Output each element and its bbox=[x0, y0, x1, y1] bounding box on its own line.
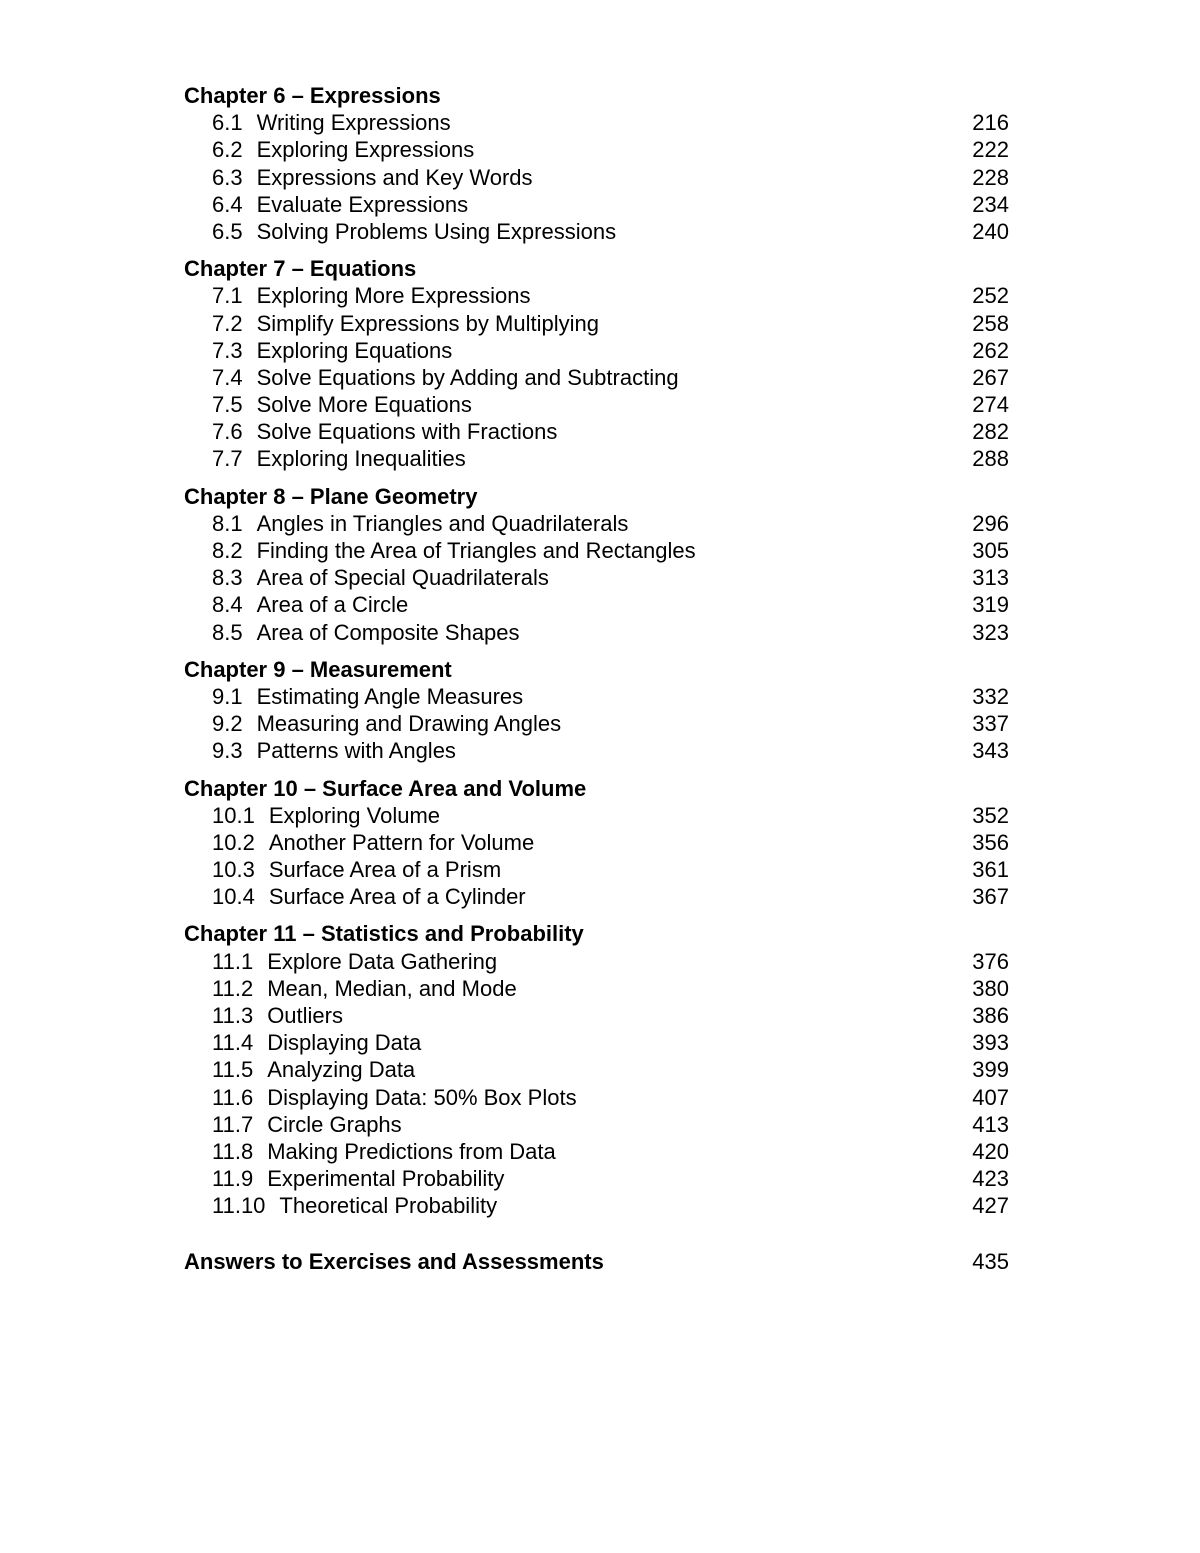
toc-entry-label bbox=[212, 883, 526, 910]
toc-entry bbox=[184, 1084, 1009, 1111]
toc-entry bbox=[184, 510, 1009, 537]
section-number: 8.3 bbox=[212, 565, 243, 591]
toc-entry bbox=[184, 191, 1009, 218]
section-number: 7.7 bbox=[212, 446, 243, 472]
section-number: 7.6 bbox=[212, 419, 243, 445]
section-number: 11.5 bbox=[212, 1057, 254, 1083]
section-title: Another Pattern for Volume bbox=[268, 829, 535, 855]
section-number: 7.2 bbox=[212, 310, 243, 336]
toc-entry-label bbox=[212, 337, 452, 364]
page-number: 282 bbox=[972, 419, 1009, 445]
section-number: 6.3 bbox=[212, 164, 243, 190]
chapter-title: Chapter 6 – Expressions bbox=[184, 83, 441, 108]
section-title: Writing Expressions bbox=[256, 110, 451, 136]
toc-entry-label bbox=[212, 1002, 343, 1029]
chapter-title: Chapter 9 – Measurement bbox=[184, 656, 452, 682]
toc-entry bbox=[184, 802, 1009, 829]
toc-entry-label bbox=[212, 1138, 556, 1165]
toc-entry bbox=[184, 975, 1009, 1002]
section-number: 9.3 bbox=[212, 738, 243, 764]
section-title: Making Predictions from Data bbox=[267, 1138, 556, 1164]
toc-entry bbox=[184, 829, 1009, 856]
toc-entry bbox=[184, 591, 1009, 618]
page-number: 319 bbox=[972, 592, 1009, 618]
page-number: 352 bbox=[972, 802, 1009, 828]
page-number: 343 bbox=[972, 738, 1009, 764]
chapter-title: Chapter 11 – Statistics and Probability bbox=[184, 921, 584, 947]
toc-entry bbox=[184, 710, 1009, 737]
page-number: 399 bbox=[972, 1057, 1009, 1083]
section-number: 10.3 bbox=[212, 857, 255, 883]
toc-entry bbox=[184, 310, 1009, 337]
toc-entry-label bbox=[212, 564, 549, 591]
section-title: Exploring More Expressions bbox=[256, 283, 531, 309]
section-number: 11.7 bbox=[212, 1111, 254, 1137]
section-number: 8.5 bbox=[212, 619, 243, 645]
page-number: 222 bbox=[972, 137, 1009, 163]
toc-entry bbox=[184, 537, 1009, 564]
page-number: 386 bbox=[972, 1003, 1009, 1028]
toc-entry-label bbox=[212, 737, 456, 764]
chapter-title: Chapter 10 – Surface Area and Volume bbox=[184, 775, 587, 801]
toc-entry bbox=[184, 109, 1009, 136]
section-title: Patterns with Angles bbox=[256, 738, 456, 764]
page-number: 252 bbox=[972, 283, 1009, 309]
section-number: 10.2 bbox=[212, 829, 255, 855]
section-title: Exploring Volume bbox=[268, 802, 441, 828]
section-title: Surface Area of a Prism bbox=[268, 857, 502, 883]
toc-entry bbox=[184, 1029, 1009, 1056]
section-number: 10.1 bbox=[212, 802, 255, 828]
section-title: Analyzing Data bbox=[267, 1057, 416, 1083]
section-title: Finding the Area of Triangles and Rectangles bbox=[256, 538, 696, 563]
toc-entry bbox=[184, 619, 1009, 646]
section-title: Displaying Data: 50% Box Plots bbox=[267, 1084, 577, 1110]
toc-entry-label bbox=[212, 1111, 402, 1138]
page-number: 427 bbox=[972, 1193, 1009, 1219]
section-number: 11.6 bbox=[212, 1084, 254, 1110]
toc-entry-label bbox=[212, 418, 557, 445]
section-title: Outliers bbox=[267, 1003, 343, 1028]
toc-entry-label bbox=[212, 136, 474, 163]
toc-entry-label bbox=[212, 218, 616, 245]
page-number: 367 bbox=[972, 884, 1009, 910]
answers-page: 435 bbox=[972, 1248, 1009, 1274]
section-number: 6.4 bbox=[212, 191, 243, 217]
page-number: 407 bbox=[972, 1084, 1009, 1110]
toc-entry bbox=[184, 948, 1009, 975]
page-number: 393 bbox=[972, 1030, 1009, 1056]
toc-entry-label bbox=[212, 364, 679, 391]
section-title: Solve More Equations bbox=[256, 392, 472, 418]
toc-entry bbox=[184, 1165, 1009, 1192]
chapter-list bbox=[184, 82, 1009, 1220]
section-title: Experimental Probability bbox=[267, 1166, 505, 1192]
section-title: Area of Composite Shapes bbox=[256, 619, 520, 645]
toc-entry-label bbox=[212, 1165, 504, 1192]
section-number: 7.5 bbox=[212, 392, 243, 418]
page-number: 240 bbox=[972, 218, 1009, 244]
chapter-section bbox=[184, 775, 1009, 911]
toc-entry-label bbox=[212, 591, 408, 618]
toc-entry-label bbox=[212, 1192, 497, 1219]
section-number: 6.5 bbox=[212, 218, 243, 244]
page-number: 267 bbox=[972, 364, 1009, 390]
page-number: 262 bbox=[972, 337, 1009, 363]
section-number: 11.8 bbox=[212, 1138, 254, 1164]
section-title: Measuring and Drawing Angles bbox=[256, 711, 562, 737]
toc-entry-label bbox=[212, 191, 468, 218]
toc-entry bbox=[184, 391, 1009, 418]
section-number: 9.2 bbox=[212, 711, 243, 737]
page-number: 376 bbox=[972, 948, 1009, 974]
table-of-contents bbox=[184, 82, 1009, 1275]
toc-entry-label bbox=[212, 310, 599, 337]
page-number: 228 bbox=[972, 164, 1009, 190]
toc-entry bbox=[184, 1111, 1009, 1138]
toc-entry bbox=[184, 737, 1009, 764]
section-number: 11.10 bbox=[212, 1193, 266, 1219]
toc-entry bbox=[184, 883, 1009, 910]
chapter-title: Chapter 7 – Equations bbox=[184, 256, 417, 282]
toc-entry-label bbox=[212, 683, 523, 710]
section-title: Solve Equations with Fractions bbox=[256, 419, 558, 445]
chapter-section bbox=[184, 255, 1009, 473]
chapter-section bbox=[184, 920, 1009, 1219]
section-title: Simplify Expressions by Multiplying bbox=[256, 310, 599, 336]
toc-entry-label bbox=[212, 975, 517, 1002]
section-number: 8.1 bbox=[212, 510, 243, 536]
toc-entry bbox=[184, 1192, 1009, 1219]
section-number: 11.1 bbox=[212, 948, 254, 974]
toc-entry bbox=[184, 1138, 1009, 1165]
section-number: 7.1 bbox=[212, 283, 243, 309]
toc-entry bbox=[184, 856, 1009, 883]
section-title: Mean, Median, and Mode bbox=[267, 975, 517, 1001]
toc-entry-label bbox=[212, 948, 497, 975]
answers-title: Answers to Exercises and Assessments bbox=[184, 1248, 604, 1274]
section-number: 8.4 bbox=[212, 592, 243, 618]
section-title: Area of a Circle bbox=[256, 592, 409, 618]
toc-entry bbox=[184, 164, 1009, 191]
section-number: 10.4 bbox=[212, 884, 255, 910]
page-number: 258 bbox=[972, 310, 1009, 336]
page-number: 216 bbox=[972, 110, 1009, 136]
toc-entry bbox=[184, 364, 1009, 391]
toc-entry-label bbox=[212, 537, 696, 564]
section-title: Exploring Expressions bbox=[256, 137, 475, 163]
section-title: Solve Equations by Adding and Subtracting bbox=[256, 364, 679, 390]
section-title: Evaluate Expressions bbox=[256, 191, 469, 217]
section-number: 7.4 bbox=[212, 364, 243, 390]
section-number: 9.1 bbox=[212, 683, 243, 709]
toc-entry-label bbox=[212, 856, 501, 883]
section-title: Area of Special Quadrilaterals bbox=[256, 565, 549, 591]
page-number: 413 bbox=[972, 1111, 1009, 1137]
page-number: 420 bbox=[972, 1138, 1009, 1164]
toc-entry-label bbox=[212, 619, 520, 646]
section-number: 6.1 bbox=[212, 110, 243, 136]
answers-entry bbox=[184, 1248, 1009, 1275]
toc-entry-label bbox=[212, 802, 440, 829]
toc-entry-label bbox=[212, 710, 561, 737]
section-number: 11.4 bbox=[212, 1030, 254, 1056]
toc-entry bbox=[184, 1056, 1009, 1083]
page-number: 274 bbox=[972, 392, 1009, 418]
page-number: 288 bbox=[972, 446, 1009, 472]
section-title: Exploring Inequalities bbox=[256, 446, 466, 472]
toc-entry bbox=[184, 136, 1009, 163]
toc-entry-label bbox=[212, 1056, 415, 1083]
section-number: 11.2 bbox=[212, 975, 254, 1001]
page-number: 296 bbox=[972, 510, 1009, 536]
toc-entry-label bbox=[212, 164, 533, 191]
toc-entry-label bbox=[212, 282, 531, 309]
chapter-section bbox=[184, 656, 1009, 765]
page-number: 332 bbox=[972, 683, 1009, 709]
chapter-title: Chapter 8 – Plane Geometry bbox=[184, 483, 478, 509]
toc-entry bbox=[184, 564, 1009, 591]
page-number: 380 bbox=[972, 975, 1009, 1001]
toc-entry bbox=[184, 218, 1009, 245]
section-number: 11.3 bbox=[212, 1003, 254, 1028]
section-number: 6.2 bbox=[212, 137, 243, 163]
toc-entry-label bbox=[212, 445, 466, 472]
toc-entry-label bbox=[212, 1084, 577, 1111]
section-title: Circle Graphs bbox=[267, 1111, 402, 1137]
section-title: Expressions and Key Words bbox=[256, 164, 533, 190]
page-number: 361 bbox=[972, 857, 1009, 883]
chapter-section bbox=[184, 82, 1009, 245]
section-title: Estimating Angle Measures bbox=[256, 683, 524, 709]
page-number: 356 bbox=[972, 829, 1009, 855]
section-title: Exploring Equations bbox=[256, 337, 453, 363]
toc-entry-label bbox=[212, 391, 472, 418]
section-number: 8.2 bbox=[212, 538, 243, 563]
toc-entry bbox=[184, 1002, 1009, 1029]
section-title: Angles in Triangles and Quadrilaterals bbox=[256, 510, 629, 536]
page-number: 313 bbox=[972, 565, 1009, 591]
section-number: 7.3 bbox=[212, 337, 243, 363]
page-number: 234 bbox=[972, 191, 1009, 217]
section-title: Solving Problems Using Expressions bbox=[256, 218, 617, 244]
section-title: Explore Data Gathering bbox=[267, 948, 498, 974]
toc-entry bbox=[184, 418, 1009, 445]
toc-entry bbox=[184, 337, 1009, 364]
section-title: Theoretical Probability bbox=[279, 1193, 498, 1219]
toc-entry bbox=[184, 683, 1009, 710]
page-number: 423 bbox=[972, 1166, 1009, 1192]
toc-entry-label bbox=[212, 829, 534, 856]
section-number: 11.9 bbox=[212, 1166, 254, 1192]
chapter-section bbox=[184, 483, 1009, 646]
section-title: Surface Area of a Cylinder bbox=[268, 884, 526, 910]
page-number: 337 bbox=[972, 711, 1009, 737]
page-number: 323 bbox=[972, 619, 1009, 645]
toc-entry-label bbox=[212, 1029, 421, 1056]
toc-entry bbox=[184, 282, 1009, 309]
toc-entry bbox=[184, 445, 1009, 472]
toc-entry-label bbox=[212, 510, 628, 537]
toc-entry-label bbox=[212, 109, 451, 136]
section-title: Displaying Data bbox=[267, 1030, 422, 1056]
page-number: 305 bbox=[972, 538, 1009, 563]
